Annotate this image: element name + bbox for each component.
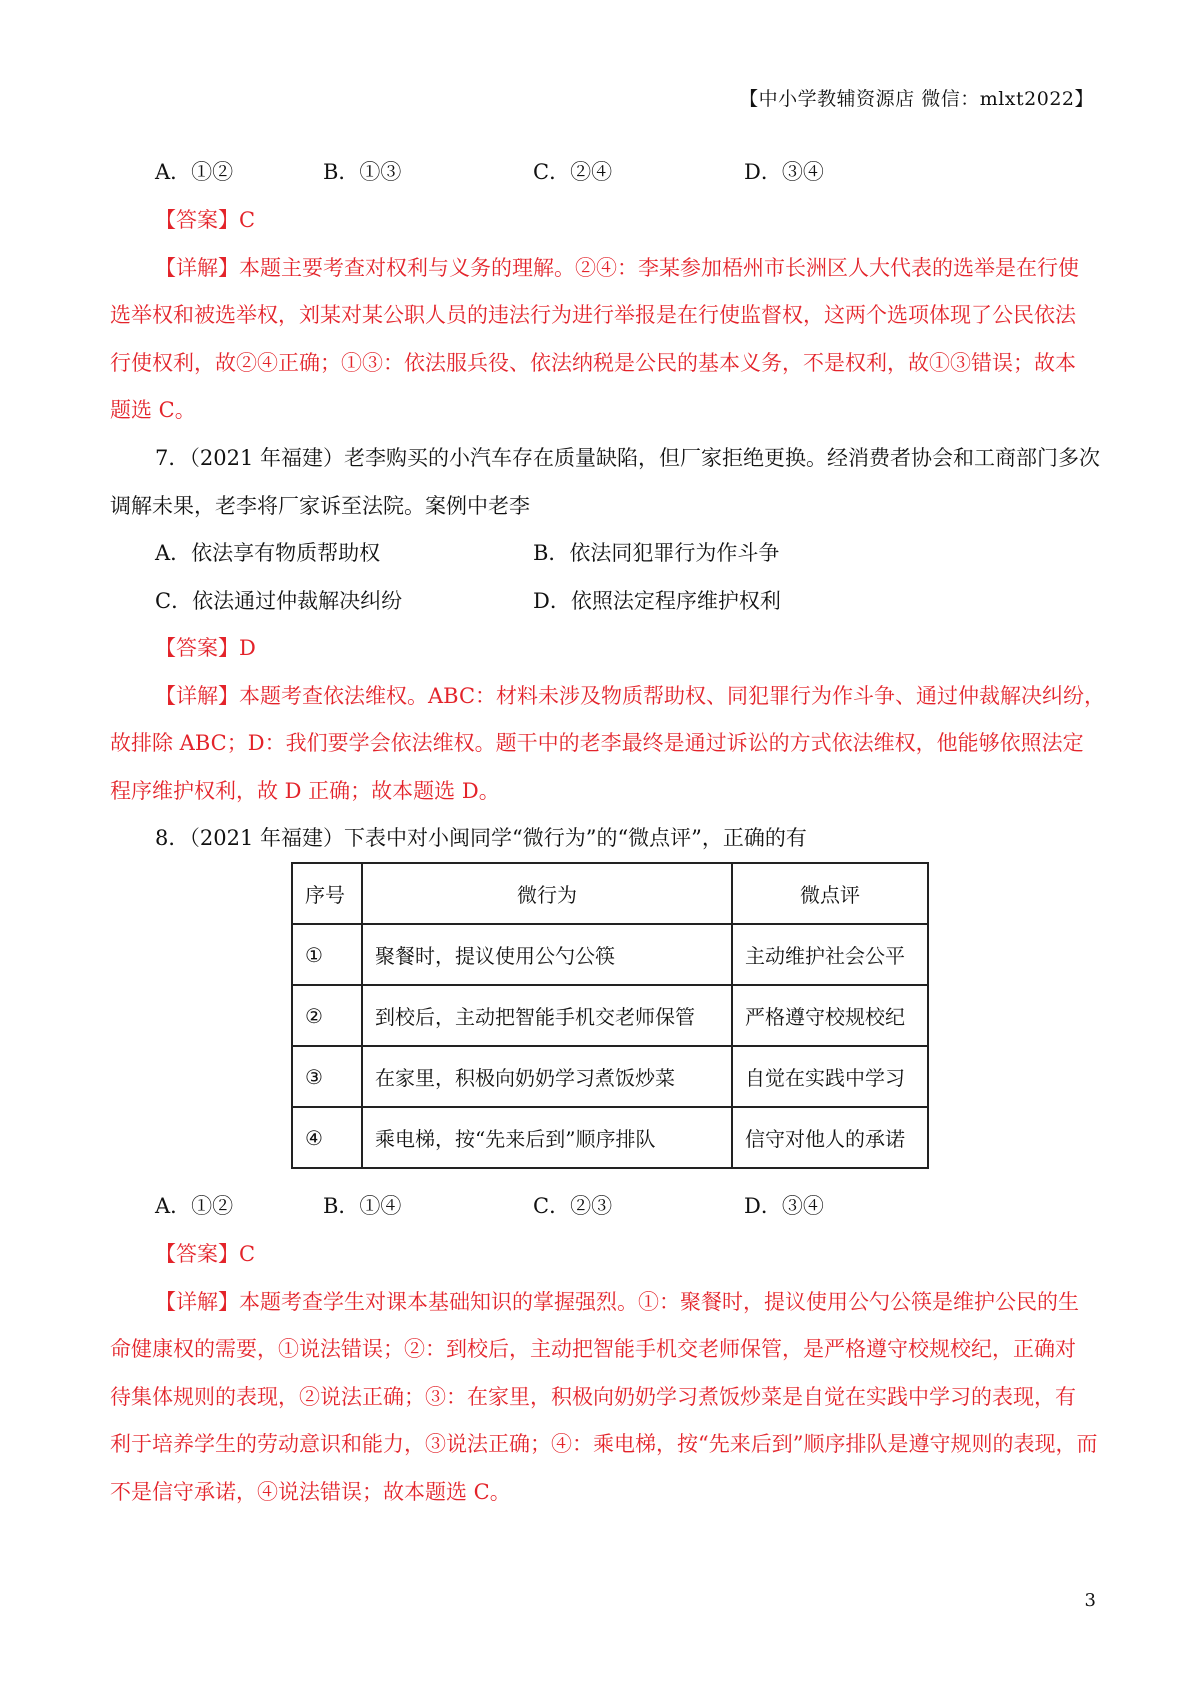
table-cell: 在家里，积极向奶奶学习煮饭炒菜 xyxy=(362,1046,732,1107)
q8-detail-line-1: 【详解】本题考查学生对课本基础知识的掌握强烈。①：聚餐时，提议使用公勺公筷是维护公民的生 xyxy=(155,1290,1079,1314)
q8-detail-line-5: 不是信守承诺，④说法错误；故本题选 C。 xyxy=(110,1480,511,1504)
q6-option-a: A．①② xyxy=(155,160,234,184)
table-cell: ④ xyxy=(292,1107,362,1168)
page-number: 3 xyxy=(1084,1590,1096,1611)
q8-option-b: B．①④ xyxy=(323,1194,402,1218)
q6-detail-line-3: 行使权利，故②④正确；①③：依法服兵役、依法纳税是公民的基本义务，不是权利，故①③错误；故本 xyxy=(110,351,1076,375)
table-row xyxy=(292,985,928,1046)
q6-option-d: D．③④ xyxy=(744,160,824,184)
table-row xyxy=(292,1046,928,1107)
q7-stem-line-2: 调解未果，老李将厂家诉至法院。案例中老李 xyxy=(110,494,530,518)
q8-stem: 8．（2021 年福建）下表中对小闽同学“微行为”的“微点评”，正确的有 xyxy=(155,826,807,850)
table-cell: 严格遵守校规校纪 xyxy=(732,985,928,1046)
q8-option-c: C．②③ xyxy=(533,1194,613,1218)
table-cell: 自觉在实践中学习 xyxy=(732,1046,928,1107)
table-cell: ② xyxy=(292,985,362,1046)
q7-detail-line-1: 【详解】本题考查依法维权。ABC：材料未涉及物质帮助权、同犯罪行为作斗争、通过仲裁解决纠纷， xyxy=(155,684,1106,708)
q6-option-b: B．①③ xyxy=(323,160,402,184)
table-cell: ③ xyxy=(292,1046,362,1107)
q7-answer: 【答案】D xyxy=(155,636,256,660)
q8-detail-line-3: 待集体规则的表现，②说法正确；③：在家里，积极向奶奶学习煮饭炒菜是自觉在实践中学习的表现，有 xyxy=(110,1385,1076,1409)
q8-detail-line-2: 命健康权的需要，①说法错误；②：到校后，主动把智能手机交老师保管，是严格遵守校规校纪，正确对 xyxy=(110,1337,1076,1361)
table-row xyxy=(292,924,928,985)
page-header: 【中小学教辅资源店 微信：mlxt2022】 xyxy=(739,88,1094,110)
table-cell: 乘电梯，按“先来后到”顺序排队 xyxy=(362,1107,732,1168)
q7-stem-line-1: 7．（2021 年福建）老李购买的小汽车存在质量缺陷，但厂家拒绝更换。经消费者协会和工商部门多次 xyxy=(155,446,1100,470)
q6-detail-line-4: 题选 C。 xyxy=(110,398,196,422)
table-header-cell: 微行为 xyxy=(362,863,732,924)
q6-option-c: C．②④ xyxy=(533,160,613,184)
table-row xyxy=(292,1107,928,1168)
table-cell: 到校后，主动把智能手机交老师保管 xyxy=(362,985,732,1046)
q7-detail-line-3: 程序维护权利，故 D 正确；故本题选 D。 xyxy=(110,779,500,803)
table-cell: 聚餐时，提议使用公勺公筷 xyxy=(362,924,732,985)
table-header-cell: 微点评 xyxy=(732,863,928,924)
q8-option-d: D．③④ xyxy=(744,1194,824,1218)
q6-detail-line-1: 【详解】本题主要考查对权利与义务的理解。②④：李某参加梧州市长洲区人大代表的选举是在行使 xyxy=(155,256,1079,280)
q7-option-a: A．依法享有物质帮助权 xyxy=(155,541,381,565)
q8-option-a: A．①② xyxy=(155,1194,234,1218)
q7-option-b: B．依法同犯罪行为作斗争 xyxy=(533,541,780,565)
table-cell: ① xyxy=(292,924,362,985)
table-cell: 主动维护社会公平 xyxy=(732,924,928,985)
table-header-cell: 序号 xyxy=(292,863,362,924)
q7-detail-line-2: 故排除 ABC；D：我们要学会依法维权。题干中的老李最终是通过诉讼的方式依法维权，他能够依照法定 xyxy=(110,731,1084,755)
q7-option-c: C．依法通过仲裁解决纠纷 xyxy=(155,589,403,613)
q6-detail-line-2: 选举权和被选举权，刘某对某公职人员的违法行为进行举报是在行使监督权，这两个选项体现了公民依法 xyxy=(110,303,1076,327)
q7-option-d: D．依照法定程序维护权利 xyxy=(533,589,781,613)
q8-table xyxy=(291,862,929,1169)
q6-answer: 【答案】C xyxy=(155,208,256,232)
q8-answer: 【答案】C xyxy=(155,1242,256,1266)
table-cell: 信守对他人的承诺 xyxy=(732,1107,928,1168)
q8-detail-line-4: 利于培养学生的劳动意识和能力，③说法正确；④：乘电梯，按“先来后到”顺序排队是遵守规则的表现，而 xyxy=(110,1432,1098,1456)
table-header-row xyxy=(292,863,928,924)
